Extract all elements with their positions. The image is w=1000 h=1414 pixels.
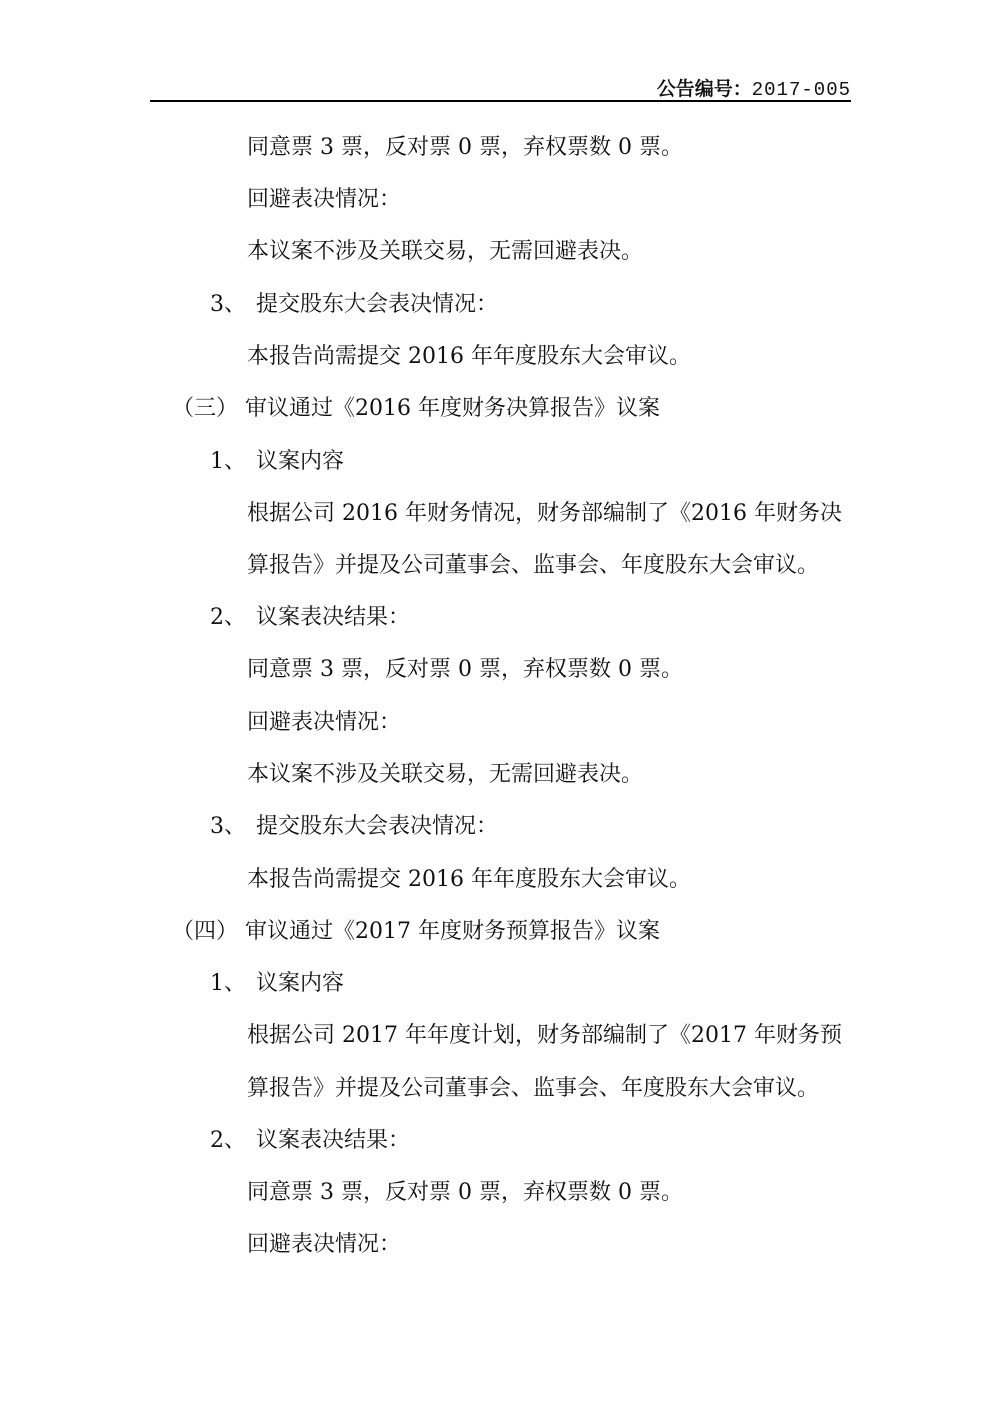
avoidance-statement: 本议案不涉及关联交易，无需回避表决。 (247, 762, 644, 787)
list-item-text: 议案表决结果： (256, 605, 411, 630)
list-item-1 (210, 968, 344, 1000)
proposal-content-line: 根据公司 2017 年年度计划，财务部编制了《2017 年财务预 (247, 1023, 842, 1048)
avoidance-heading: 回避表决情况： (247, 710, 402, 735)
vote-result-line: 同意票 3 票，反对票 0 票，弃权票数 0 票。 (247, 657, 683, 682)
list-item-2 (210, 1125, 410, 1157)
list-number: 3、 (210, 292, 246, 317)
list-item-text: 议案内容 (256, 449, 345, 474)
proposal-content-line: 根据公司 2016 年财务情况，财务部编制了《2016 年财务决 (247, 501, 842, 526)
avoidance-heading: 回避表决情况： (247, 1232, 402, 1257)
vote-result-line: 同意票 3 票，反对票 0 票，弃权票数 0 票。 (247, 1180, 683, 1205)
list-item-3 (210, 811, 498, 843)
submission-statement: 本报告尚需提交 2016 年年度股东大会审议。 (247, 867, 691, 892)
section-heading-3: （三） 审议通过《2016 年度财务决算报告》议案 (172, 396, 660, 421)
list-item-1 (210, 446, 344, 478)
avoidance-statement: 本议案不涉及关联交易，无需回避表决。 (247, 239, 644, 264)
list-item-text: 议案表决结果： (256, 1128, 411, 1153)
announcement-number-value: 2017-005 (751, 79, 851, 101)
list-number: 2、 (210, 1128, 246, 1153)
announcement-number (657, 74, 851, 101)
list-number: 2、 (210, 605, 246, 630)
avoidance-heading: 回避表决情况： (247, 187, 402, 212)
vote-result-line: 同意票 3 票，反对票 0 票，弃权票数 0 票。 (247, 135, 683, 160)
list-item-text: 提交股东大会表决情况： (256, 292, 499, 317)
list-number: 3、 (210, 814, 246, 839)
proposal-content-line: 算报告》并提及公司董事会、监事会、年度股东大会审议。 (247, 553, 820, 578)
announcement-number-label: 公告编号： (656, 78, 752, 100)
submission-statement: 本报告尚需提交 2016 年年度股东大会审议。 (247, 344, 691, 369)
list-item-text: 议案内容 (256, 971, 345, 996)
section-heading-4: （四） 审议通过《2017 年度财务预算报告》议案 (172, 919, 660, 944)
proposal-content-line: 算报告》并提及公司董事会、监事会、年度股东大会审议。 (247, 1076, 820, 1101)
list-item-3 (210, 289, 498, 321)
list-item-text: 提交股东大会表决情况： (256, 814, 499, 839)
list-number: 1、 (210, 971, 246, 996)
page-header (150, 68, 851, 102)
list-number: 1、 (210, 449, 246, 474)
list-item-2 (210, 602, 410, 634)
